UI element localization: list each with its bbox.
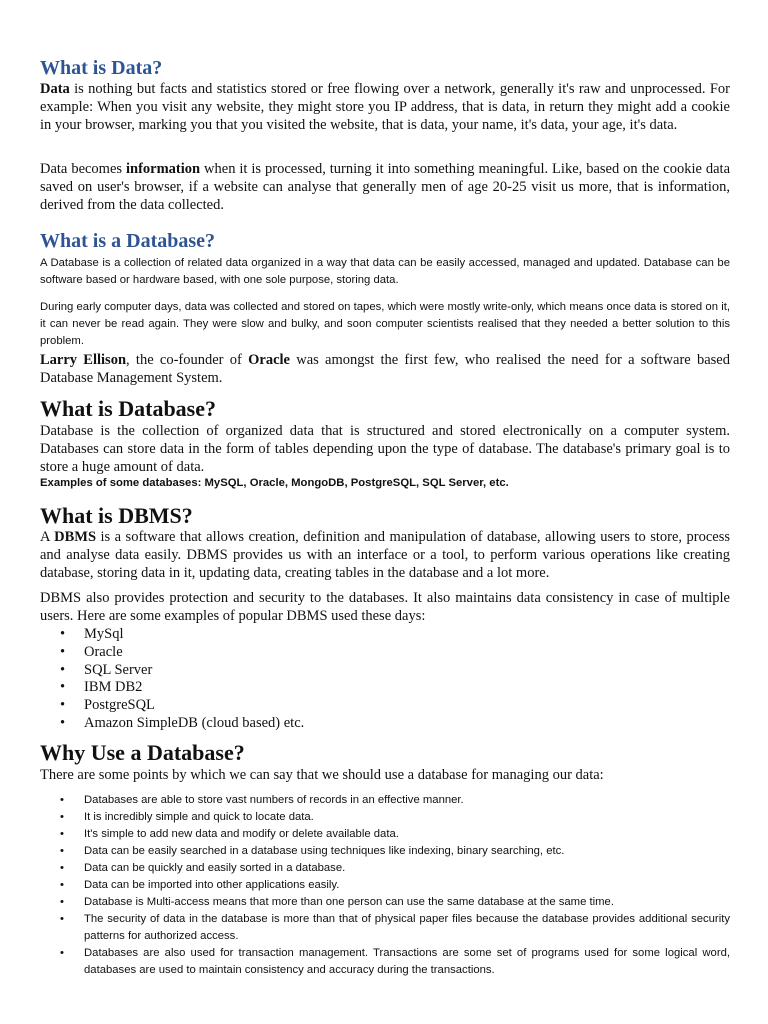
bullet-icon: •	[60, 643, 66, 660]
why-use-database-list	[40, 792, 730, 979]
why-reason-item-text: Databases are also used for transaction management. Transactions are some set of programs used for some logical word, databases are used to maintain consistency and accuracy during the transactions.	[84, 947, 730, 976]
dbms-example-item-text: Oracle	[84, 643, 123, 660]
why-reason-item-text: It's simple to add new data and modify or delete available data.	[84, 828, 399, 840]
dbms-example-item-text: MySql	[84, 626, 124, 642]
bullet-icon: •	[60, 626, 66, 642]
heading-what-is-a-database: What is a Database?	[40, 230, 216, 252]
term-data: Data	[40, 81, 70, 97]
heading-what-is-dbms: What is DBMS?	[40, 503, 193, 528]
why-reason-item	[40, 843, 730, 860]
bullet-icon: •	[60, 845, 64, 857]
why-reason-item-text: Database is Multi-access means that more than one person can use the same database at the same time.	[84, 896, 614, 908]
heading-why-use-database: Why Use a Database?	[40, 740, 245, 765]
bullet-icon: •	[60, 714, 66, 731]
why-reason-item-text: It is incredibly simple and quick to locate data.	[84, 811, 314, 823]
bullet-icon: •	[60, 879, 64, 891]
dbms-example-item	[40, 715, 730, 733]
data-info-before: Data becomes	[40, 161, 126, 177]
paragraph-data-information	[40, 161, 730, 214]
data-definition-text: is nothing but facts and statistics stored or free flowing over a network, generally it's raw and unprocessed. For example: When you visit any website, they might store you IP address, that is data, in return they might add a cookie in your browser, marking you that you visited the website, that is data, your name, it's data, your age, it's data.	[40, 81, 730, 133]
paragraph-database-definition: A Database is a collection of related data organized in a way that data can be easily accessed, managed and updated. Database can be software based or hardware based, with one sole purpose, storing data.	[40, 257, 730, 286]
bullet-icon: •	[60, 913, 64, 925]
data-info-after: when it is processed, turning it into something meaningful. Like, based on the cookie data saved on user's browser, if a website can analyse that generally men of age 20-25 visit us more, that is information, derived from the data collected.	[40, 161, 731, 213]
why-reason-item	[40, 877, 730, 894]
dbms-example-item	[40, 697, 730, 715]
dbms-example-item	[40, 679, 730, 697]
why-reason-item	[40, 826, 730, 843]
dbms-example-item-text: PostgreSQL	[84, 697, 155, 714]
dbms-example-item-text: SQL Server	[84, 661, 153, 678]
bullet-icon: •	[60, 661, 66, 678]
dbms-example-item	[40, 644, 730, 662]
ellison-rest: was amongst the first few, who realised the need for a software based Database Management System.	[40, 352, 730, 386]
dbms-example-item-text: IBM DB2	[84, 679, 143, 696]
why-reason-item-text: The security of data in the database is more than that of physical paper files because the database provides additional security patterns for authorized access.	[84, 913, 730, 942]
why-reason-item	[40, 911, 730, 945]
term-information: information	[126, 161, 201, 177]
bullet-icon: •	[60, 862, 64, 874]
paragraph-database-examples: Examples of some databases: MySQL, Oracle, MongoDB, PostgreSQL, SQL Server, etc.	[40, 477, 509, 489]
name-larry-ellison: Larry Ellison	[40, 352, 127, 368]
paragraph-dbms-definition	[40, 529, 730, 582]
why-reason-item	[40, 809, 730, 826]
dbms-examples-list	[40, 626, 730, 733]
paragraph-database-history: During early computer days, data was collected and stored on tapes, which were mostly write-only, which means once data is stored on it, it can never be read again. They were slow and bulky, and soon computer scientists realised that they needed a better solution to this problem.	[40, 301, 730, 347]
bullet-icon: •	[60, 679, 66, 696]
dbms-before: A	[40, 529, 55, 545]
paragraph-database-collection: Database is the collection of organized data that is structured and stored electronically on a computer system. Databases can store data in the form of tables depending upon the type of database. The database's primary goal is to store a huge amount of data.	[40, 423, 730, 475]
dbms-after: is a software that allows creation, definition and manipulation of database, allowing users to store, process and analyse data easily. DBMS provides us with an interface or a tool, to perform various operations like creating database, storing data in it, updating data, creating tables in the database and a lot more.	[40, 529, 731, 581]
why-reason-item-text: Data can be imported into other applications easily.	[84, 879, 340, 891]
bullet-icon: •	[60, 697, 66, 714]
why-reason-item-text: Data can be easily searched in a database using techniques like indexing, binary searching, etc.	[84, 845, 565, 857]
paragraph-data-definition	[40, 81, 730, 134]
dbms-example-item	[40, 626, 730, 644]
term-dbms: DBMS	[54, 529, 97, 545]
why-reason-item	[40, 860, 730, 877]
bullet-icon: •	[60, 811, 64, 823]
paragraph-larry-ellison	[40, 352, 730, 388]
dbms-example-item	[40, 662, 730, 680]
paragraph-why-intro: There are some points by which we can say that we should use a database for managing our data:	[40, 767, 604, 783]
why-reason-item	[40, 792, 730, 809]
bullet-icon: •	[60, 828, 64, 840]
paragraph-dbms-protection: DBMS also provides protection and security to the databases. It also maintains data consistency in case of multiple users. Here are some examples of popular DBMS used these days:	[40, 590, 730, 624]
dbms-example-item-text: Amazon SimpleDB (cloud based) etc.	[84, 714, 305, 731]
why-reason-item	[40, 894, 730, 911]
bullet-icon: •	[60, 896, 64, 908]
why-reason-item-text: Data can be quickly and easily sorted in a database.	[84, 862, 346, 874]
bullet-icon: •	[60, 794, 64, 806]
ellison-mid: , the co-founder of	[126, 352, 249, 368]
why-reason-item	[40, 945, 730, 979]
name-oracle: Oracle	[248, 352, 290, 368]
heading-what-is-database: What is Database?	[40, 396, 217, 421]
bullet-icon: •	[60, 947, 64, 959]
heading-what-is-data: What is Data?	[40, 57, 163, 79]
why-reason-item-text: Databases are able to store vast numbers of records in an effective manner.	[84, 794, 464, 806]
